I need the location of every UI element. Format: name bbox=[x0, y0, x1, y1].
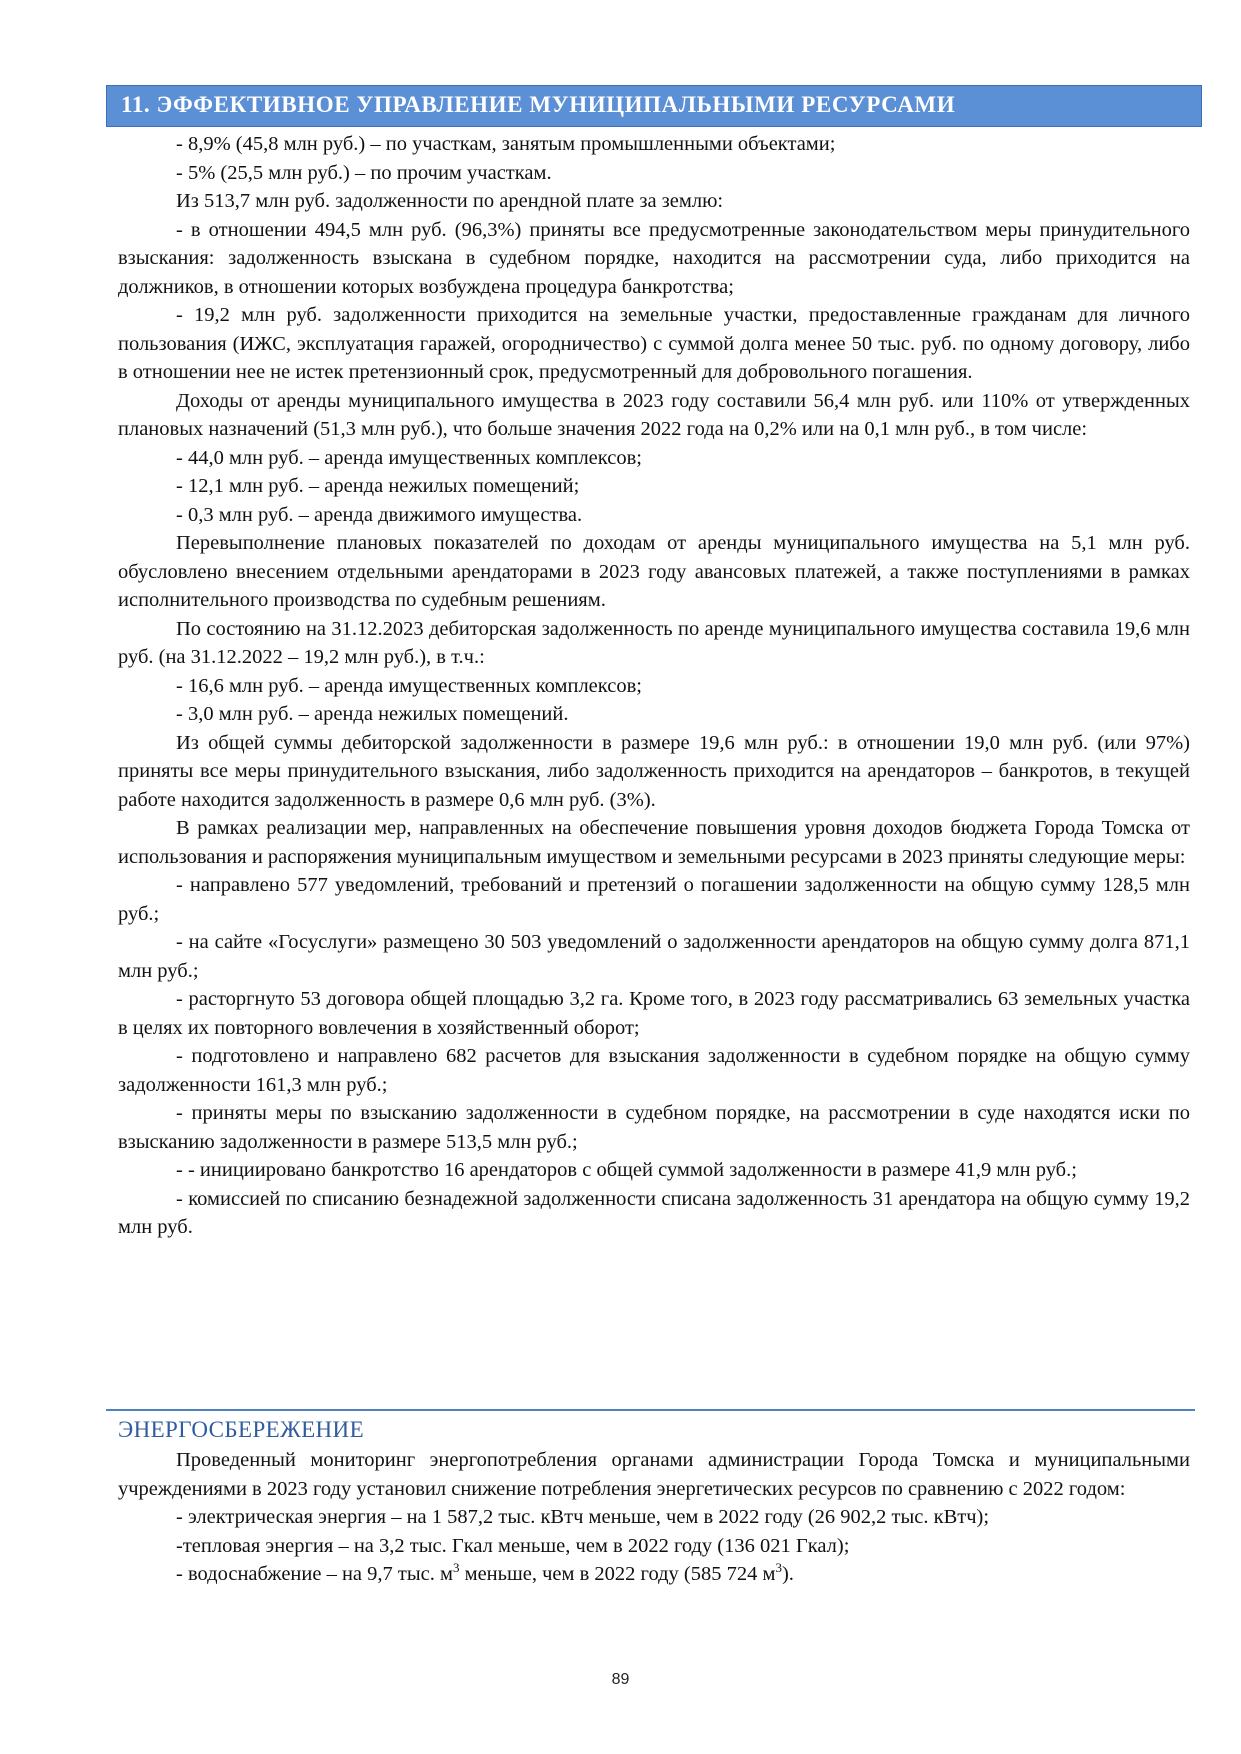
water-text-a: - водоснабжение – на 9,7 тыс. м bbox=[176, 1563, 453, 1585]
paragraph: - подготовлено и направлено 682 расчетов для взыскания задолженности в судебном порядке на общую сумму задолженности 161,3 млн руб.; bbox=[118, 1045, 1190, 1096]
paragraph: Проведенный мониторинг энергопотребления органами администрации Города Томска и муниципальными учреждениями в 2023 году установил снижение потребления энергетических ресурсов по сравнению с 2022 годом: bbox=[118, 1449, 1190, 1500]
paragraph: - направлено 577 уведомлений, требований и претензий о погашении задолженности на общую сумму 128,5 млн руб.; bbox=[118, 874, 1190, 925]
paragraph: - 5% (25,5 млн руб.) – по прочим участкам. bbox=[176, 161, 552, 184]
paragraph: - в отношении 494,5 млн руб. (96,3%) приняты все предусмотренные законодательством меры принудительного взыскания: задолженность взыскана в судебном порядке, находится на рассмотрении суда, либо приходится на должников, в отношении которых возбуждена процедура банкротства; bbox=[118, 218, 1190, 298]
section-header-bar bbox=[106, 85, 1202, 127]
paragraph: - 44,0 млн руб. – аренда имущественных комплексов; bbox=[176, 446, 642, 469]
page-number: 89 bbox=[611, 1671, 630, 1688]
paragraph: - комиссией по списанию безнадежной задолженности списана задолженность 31 арендатора на общую сумму 19,2 млн руб. bbox=[118, 1187, 1190, 1238]
paragraph: - 16,6 млн руб. – аренда имущественных комплексов; bbox=[176, 674, 642, 697]
paragraph: - 19,2 млн руб. задолженности приходится на земельные участки, предоставленные гражданам для личного пользования (ИЖС, эксплуатация гаражей, огородничество) с суммой долга менее 50 тыс. руб. по одному договору, либо в отношении нее не истек претензионный срок, предусмотренный для добровольного погашения. bbox=[118, 304, 1190, 383]
section-divider bbox=[106, 1409, 1195, 1411]
main-text bbox=[118, 130, 1190, 1242]
paragraph: - - инициировано банкротство 16 арендаторов с общей суммой задолженности в размере 41,9 млн руб.; bbox=[176, 1159, 1077, 1181]
paragraph-water bbox=[118, 1560, 1190, 1589]
paragraph: Перевыполнение плановых показателей по доходам от аренды муниципального имущества на 5,1 млн руб. обусловлено внесением отдельными арендаторами в 2023 году авансовых платежей, а также поступлениями в рамках исполнительного производства по судебным решениям. bbox=[118, 532, 1190, 611]
paragraph: -тепловая энергия – на 3,2 тыс. Гкал меньше, чем в 2022 году (136 021 Гкал); bbox=[176, 1534, 850, 1557]
paragraph: Доходы от аренды муниципального имущества в 2023 году составили 56,4 млн руб. или 110% от утвержденных плановых назначений (51,3 млн руб.), что больше значения 2022 года на 0,2% или на 0,1 млн руб., в том числе: bbox=[118, 389, 1190, 440]
paragraph: - 0,3 млн руб. – аренда движимого имущества. bbox=[176, 503, 583, 526]
paragraph: Из общей суммы дебиторской задолженности в размере 19,6 млн руб.: в отношении 19,0 млн руб. (или 97%) приняты все меры принудительного взыскания, либо задолженность приходится на арендаторов – банкротов, в текущей работе находится задолженность в размере 0,6 млн руб. (3%). bbox=[118, 731, 1190, 811]
paragraph: - приняты меры по взысканию задолженности в судебном порядке, на рассмотрении в суде находятся иски по взысканию задолженности в размере 513,5 млн руб.; bbox=[118, 1102, 1190, 1153]
superscript: 3 bbox=[452, 1560, 460, 1576]
paragraph: - 8,9% (45,8 млн руб.) – по участкам, занятым промышленными объектами; bbox=[176, 133, 836, 155]
water-text-c: ). bbox=[781, 1563, 794, 1585]
water-text-b: меньше, чем в 2022 году (585 724 м bbox=[459, 1563, 776, 1585]
section-title: 11. ЭФФЕКТИВНОЕ УПРАВЛЕНИЕ МУНИЦИПАЛЬНЫМИ РЕСУРСАМИ bbox=[121, 92, 956, 117]
paragraph: В рамках реализации мер, направленных на обеспечение повышения уровня доходов бюджета Города Томска от использования и распоряжения муниципальным имуществом и земельными ресурсами в 2023 приняты следующие меры: bbox=[118, 817, 1190, 868]
energy-section-title: ЭНЕРГОСБЕРЕЖЕНИЕ bbox=[118, 1417, 365, 1442]
paragraph: - 3,0 млн руб. – аренда нежилых помещений. bbox=[176, 703, 569, 725]
paragraph: Из 513,7 млн руб. задолженности по арендной плате за землю: bbox=[176, 190, 724, 212]
paragraph: - на сайте «Госуслуги» размещено 30 503 уведомлений о задолженности арендаторов на общую сумму долга 871,1 млн руб.; bbox=[118, 931, 1190, 982]
paragraph: - расторгнуто 53 договора общей площадью 3,2 га. Кроме того, в 2023 году рассматривались 63 земельных участка в целях их повторного вовлечения в хозяйственный оборот; bbox=[118, 988, 1190, 1039]
energy-text bbox=[118, 1446, 1190, 1589]
paragraph: - электрическая энергия – на 1 587,2 тыс. кВтч меньше, чем в 2022 году (26 902,2 тыс. кВтч); bbox=[176, 1506, 990, 1528]
paragraph: По состоянию на 31.12.2023 дебиторская задолженность по аренде муниципального имущества составила 19,6 млн руб. (на 31.12.2022 – 19,2 млн руб.), в т.ч.: bbox=[118, 617, 1190, 668]
paragraph: - 12,1 млн руб. – аренда нежилых помещений; bbox=[176, 475, 580, 497]
superscript: 3 bbox=[775, 1560, 782, 1576]
